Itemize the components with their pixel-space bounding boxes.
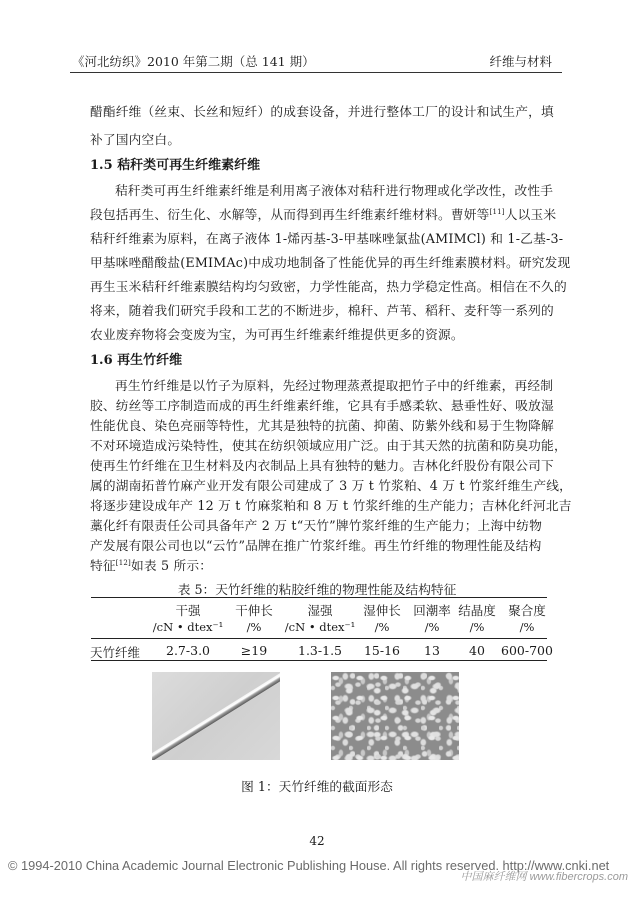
table-cell: 600-700 [501,643,553,658]
table-header-cell: 结晶度 [458,603,496,618]
table-caption: 表 5：天竹纤维的粘胶纤维的物理性能及结构特征 [177,582,457,597]
table-header-cell: 湿伸长 [363,603,401,618]
running-header-section: 纤维与材料 [489,54,552,69]
paragraph-line: 秸秆纤维素为原料，在离子液体 1-烯丙基-3-甲基咪唑氯盐(AMIMCl) 和 1-乙基-3- [90,231,564,246]
table-bottom-rule [91,660,547,661]
paragraph-line: 醋酯纤维（丝束、长丝和短纤）的成套设备，并进行整体工厂的设计和试生产，填 [90,104,554,119]
site-watermark: 中国麻纤维网 www.fibercrops.com [460,871,628,883]
paragraph-line: 再生竹纤维是以竹子为原料，先经过物理蒸煮提取把竹子中的纤维素，再经制 [115,378,554,393]
table-unit-cell: /% [374,620,390,634]
paragraph-line: 段包括再生、衍生化、水解等，从而得到再生纤维素纤维材料。曹妍等[11]人以玉米 [90,207,557,222]
paragraph-line: 将逐步建设成年产 12 万 t 竹麻浆粕和 8 万 t 竹浆纤维的生产能力；吉林化纤河北吉 [90,498,572,513]
paragraph-line: 补了国内空白。 [90,132,181,147]
figure-caption: 图 1：天竹纤维的截面形态 [241,779,393,794]
table-top-rule [91,597,547,598]
table-header-cell: 干强 [175,603,201,618]
text-run: 产发展有限公司也以“云竹”品牌在推广竹浆纤维。再生竹纤维的物理性能及结构 [90,538,542,553]
header-rule [70,72,562,73]
table-cell: 40 [469,643,485,658]
citation-12: [12] [115,559,131,567]
paragraph-line: 性能优良、染色亮丽等特性，尤其是独特的抗菌、抑菌、防紫外线和易于生物降解 [90,418,554,433]
page-number: 42 [309,834,325,848]
table-header-cell: 干伸长 [235,603,273,618]
running-header-journal: 《河北纺织》2010 年第二期（总 141 期） [72,54,315,69]
paragraph-line: 农业废弃物将会变废为宝，为可再生纤维素纤维提供更多的资源。 [90,327,464,342]
table-unit-cell: /% [424,620,440,634]
text-run: 特征 [90,558,116,573]
table-cell: 15-16 [363,643,401,658]
table-header-cell: 湿强 [307,603,333,618]
table-cell: 2.7-3.0 [166,643,210,658]
paragraph-line: 将来，随着我们研究手段和工艺的不断进步，棉秆、芦苇、稻秆、麦秆等一系列的 [90,303,554,318]
table-row-label: 天竹纤维 [90,645,141,660]
paragraph-line: 不对环境造成污染特性，使其在纺织领域应用广泛。由于其天然的抗菌和防臭功能， [90,438,567,453]
paragraph-line: 秸秆类可再生纤维素纤维是利用离子液体对秸秆进行物理或化学改性，改性手 [115,183,554,198]
table-header-cell: 聚合度 [508,603,546,618]
section-heading-1-6: 1.6 再生竹纤维 [90,353,183,368]
paragraph-line: 再生玉米秸秆纤维素膜结构均匀致密，力学性能高，热力学稳定性高。相信在不久的 [90,279,567,294]
table-cell: 1.3-1.5 [298,643,342,658]
copyright-footer: © 1994-2010 China Academic Journal Electronic Publishing House. All rights reserved. http://www.cnki.net [8,858,610,873]
table-header-cell: 回潮率 [413,603,451,618]
fiber-longitudinal-micrograph [152,672,280,760]
table-cell: 13 [424,643,440,658]
paragraph-line: 胶、纺丝等工序制造而成的再生纤维素纤维，它具有手感柔软、悬垂性好、吸放湿 [90,398,554,413]
paragraph-line: 属的湖南拓普竹麻产业开发有限公司建成了 3 万 t 竹浆粕、4 万 t 竹浆纤维生产线， [90,478,573,493]
section-heading-1-5: 1.5 秸秆类可再生纤维素纤维 [90,158,261,173]
paragraph-line: 藁化纤有限责任公司具备年产 2 万 t“天竹”牌竹浆纤维的生产能力；上海中纺物 [90,518,543,533]
citation-11: [11] [489,208,505,216]
table-mid-rule [91,638,547,639]
table-unit-cell: /cN • dtex⁻¹ [284,620,356,634]
paragraph-line [90,558,212,574]
table-unit-cell: /% [246,620,262,634]
table-unit-cell: /% [469,620,485,634]
table-unit-cell: /cN • dtex⁻¹ [152,620,224,634]
text-run: 如表 5 所示： [130,558,213,573]
paragraph-line: 甲基咪唑醋酸盐(EMIMAc)中成功地制备了性能优异的再生纤维素膜材料。研究发现 [90,255,571,270]
table-cell: ≥19 [240,643,268,658]
fiber-cross-section-micrograph [331,672,459,760]
paragraph-line [90,538,542,554]
paragraph-line: 使再生竹纤维在卫生材料及内衣制品上具有独特的魅力。吉林化纤股份有限公司下 [90,458,554,473]
fiber-strand [152,672,280,760]
table-unit-cell: /% [519,620,535,634]
